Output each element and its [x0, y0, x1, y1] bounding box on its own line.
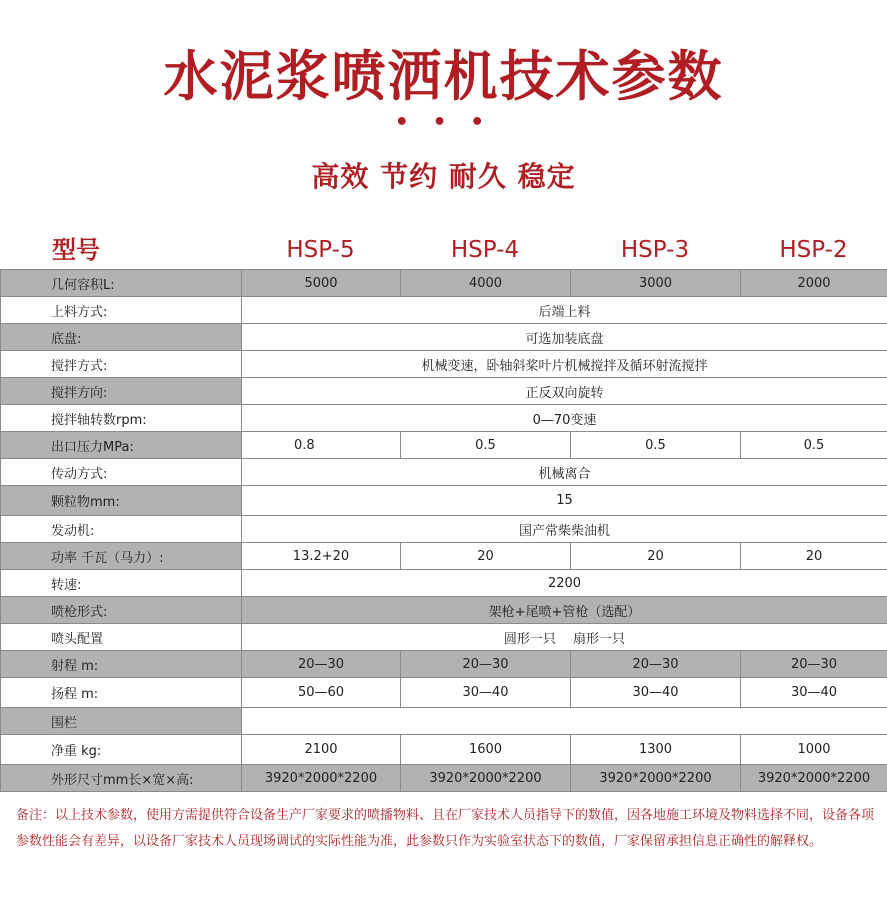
cell-value: 20: [741, 543, 887, 570]
row-label: 发动机:: [1, 516, 242, 543]
cell-value: 2200: [242, 570, 887, 597]
table-row: [1, 624, 887, 651]
cell-value: 30—40: [401, 678, 571, 708]
cell-value: 2000: [741, 270, 887, 297]
row-label: 几何容积L:: [1, 270, 242, 297]
cell-value: 20—30: [571, 651, 741, 678]
cell-value: [242, 708, 887, 735]
table-row: [1, 351, 887, 378]
model-header-hsp3: HSP-3: [620, 237, 690, 263]
cell-value: 国产常柴柴油机: [242, 516, 887, 543]
cell-value: 20: [571, 543, 741, 570]
cell-value: 30—40: [571, 678, 741, 708]
table-row: [1, 708, 887, 735]
row-label: 喷枪形式:: [1, 597, 242, 624]
cell-value: 1000: [741, 735, 887, 765]
cell-value: 13.2+20: [242, 543, 401, 570]
cell-value: 机械变速，卧轴斜桨叶片机械搅拌及循环射流搅拌: [242, 351, 887, 378]
spec-table: [0, 269, 887, 792]
table-row: [1, 405, 887, 432]
cell-value: 0.5: [741, 432, 887, 459]
row-label: 传动方式:: [1, 459, 242, 486]
row-label: 射程 m:: [1, 651, 242, 678]
cell-value: 正反双向旋转: [242, 378, 887, 405]
table-row: [1, 735, 887, 765]
row-label: 净重 kg:: [1, 735, 242, 765]
cell-value: 可选加装底盘: [242, 324, 887, 351]
row-label: 颗粒物mm:: [1, 486, 242, 516]
cell-value: 0.5: [571, 432, 741, 459]
row-label: 围栏: [1, 708, 242, 735]
cell-value: 圆形一只 扇形一只: [242, 624, 887, 651]
table-row: [1, 432, 887, 459]
cell-value: 后端上料: [242, 297, 887, 324]
page-subtitle: 高效 节约 耐久 稳定: [311, 160, 576, 193]
cell-value: 3920*2000*2200: [242, 765, 401, 792]
table-row: [1, 486, 887, 516]
table-row: [1, 651, 887, 678]
cell-value: 1300: [571, 735, 741, 765]
row-label: 喷头配置: [1, 624, 242, 651]
row-label: 搅拌方向:: [1, 378, 242, 405]
footnote-remark: 备注：以上技术参数，使用方需提供符合设备生产厂家要求的喷播物料、且在厂家技术人员指导下的数值，因各地施工环境及物料选择不同，设备各项参数性能会有差异，以设备厂家技术人员现场调试的实际性能为准，此参数只作为实验室状态下的数值，厂家保留承担信息正确性的解释权。: [16, 808, 875, 849]
cell-value: 0—70变速: [242, 405, 887, 432]
cell-value: 3920*2000*2200: [741, 765, 887, 792]
cell-value: 5000: [242, 270, 401, 297]
cell-value: 3920*2000*2200: [571, 765, 741, 792]
model-header: [0, 232, 887, 268]
cell-value: 20: [401, 543, 571, 570]
table-row: [1, 324, 887, 351]
row-label: 出口压力MPa:: [1, 432, 242, 459]
cell-value: 0.5: [401, 432, 571, 459]
table-row: [1, 270, 887, 297]
row-label: 外形尺寸mm长×宽×高:: [1, 765, 242, 792]
cell-value: 50—60: [242, 678, 401, 708]
model-header-hsp5: HSP-5: [286, 237, 355, 263]
cell-value: 1600: [401, 735, 571, 765]
cell-value: 3920*2000*2200: [401, 765, 571, 792]
cell-value: 机械离合: [242, 459, 887, 486]
cell-value: 20—30: [242, 651, 401, 678]
cell-value: 2100: [242, 735, 401, 765]
row-label: 搅拌轴转数rpm:: [1, 405, 242, 432]
row-label: 上料方式:: [1, 297, 242, 324]
table-row: [1, 765, 887, 792]
cell-value: 3000: [571, 270, 741, 297]
table-row: [1, 570, 887, 597]
row-label: 扬程 m:: [1, 678, 242, 708]
page-title: 水泥浆喷洒机技术参数: [163, 45, 724, 108]
table-row: [1, 378, 887, 405]
row-label: 底盘:: [1, 324, 242, 351]
row-label: 搅拌方式:: [1, 351, 242, 378]
table-row: [1, 678, 887, 708]
model-header-hsp2: HSP-2: [779, 237, 848, 263]
cell-value: 4000: [401, 270, 571, 297]
title-dots-divider: • • •: [394, 110, 493, 135]
cell-value: 0.8: [242, 432, 401, 459]
table-row: [1, 597, 887, 624]
cell-value: 20—30: [741, 651, 887, 678]
model-header-label: 型号: [52, 236, 100, 264]
row-label: 功率 千瓦（马力）:: [1, 543, 242, 570]
model-header-hsp4: HSP-4: [450, 237, 520, 263]
cell-value: 30—40: [741, 678, 887, 708]
cell-value: 15: [242, 486, 887, 516]
table-row: [1, 297, 887, 324]
cell-value: 20—30: [401, 651, 571, 678]
table-row: [1, 543, 887, 570]
cell-value: 架枪+尾喷+管枪（选配）: [242, 597, 887, 624]
table-row: [1, 459, 887, 486]
table-row: [1, 516, 887, 543]
row-label: 转速:: [1, 570, 242, 597]
